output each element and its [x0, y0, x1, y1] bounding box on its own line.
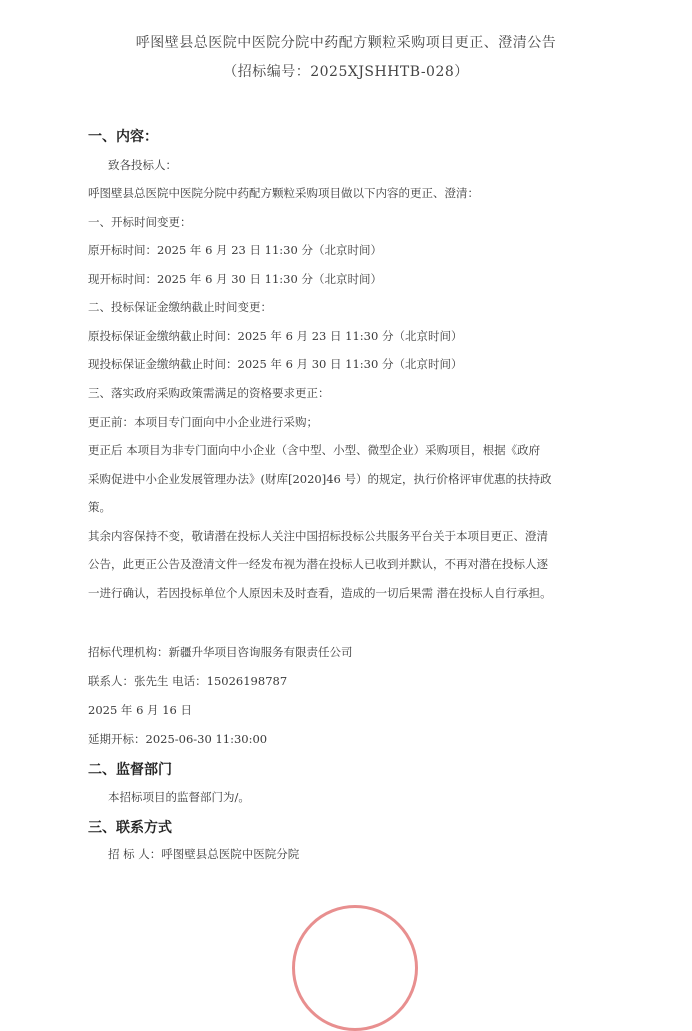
supervision-text: 本招标项目的监督部门为/。 — [108, 790, 250, 804]
notice-line1: 其余内容保持不变，敬请潜在投标人关注中国招标投标公共服务平台关于本项目更正、澄清 — [88, 529, 548, 543]
item1-old-time: 原开标时间：2025 年 6 月 23 日 11:30 分（北京时间） — [88, 243, 382, 257]
item3-after-line1: 更正后 本项目为非专门面向中小企业（含中型、小型、微型企业）采购项目，根据《政府 — [88, 443, 541, 457]
greeting: 致各投标人： — [108, 158, 177, 172]
section-supervision-heading: 二、监督部门 — [88, 762, 172, 778]
intro-text: 呼图壁县总医院中医院分院中药配方颗粒采购项目做以下内容的更正、澄清： — [88, 186, 479, 200]
tenderer: 招 标 人：呼图壁县总医院中医院分院 — [108, 847, 300, 861]
item2-new-deadline: 现投标保证金缴纳截止时间：2025 年 6 月 30 日 11:30 分（北京时间） — [88, 357, 463, 371]
item1-new-time: 现开标时间：2025 年 6 月 30 日 11:30 分（北京时间） — [88, 272, 382, 286]
issue-date: 2025 年 6 月 16 日 — [88, 703, 192, 717]
contact: 联系人：张先生 电话：15026198787 — [88, 674, 288, 688]
notice-line3: 一进行确认，若因投标单位个人原因未及时查看，造成的一切后果需 潜在投标人自行承担。 — [88, 586, 552, 600]
item3-after-line2: 采购促进中小企业发展管理办法》(财库[2020]46 号）的规定，执行价格评审优惠的扶持政 — [88, 472, 552, 486]
document-subtitle: （招标编号：2025XJSHHTB-028） — [223, 64, 469, 80]
item3-after-line3: 策。 — [88, 500, 111, 514]
official-seal-icon — [292, 905, 418, 1031]
item1-title: 一、开标时间变更： — [88, 215, 192, 229]
item3-before: 更正前：本项目专门面向中小企业进行采购； — [88, 415, 318, 429]
agency: 招标代理机构：新疆升华项目咨询服务有限责任公司 — [88, 645, 353, 659]
section-contact-heading: 三、联系方式 — [88, 820, 172, 836]
item3-title: 三、落实政府采购政策需满足的资格要求更正： — [88, 386, 330, 400]
item2-title: 二、投标保证金缴纳截止时间变更： — [88, 300, 272, 314]
notice-line2: 公告，此更正公告及澄清文件一经发布视为潜在投标人已收到并默认，不再对潜在投标人逐 — [88, 557, 548, 571]
extended-opening: 延期开标：2025-06-30 11:30:00 — [88, 732, 268, 746]
document-title: 呼图壁县总医院中医院分院中药配方颗粒采购项目更正、澄清公告 — [135, 35, 557, 51]
section-content-heading: 一、内容： — [88, 129, 158, 145]
item2-old-deadline: 原投标保证金缴纳截止时间：2025 年 6 月 23 日 11:30 分（北京时间） — [88, 329, 463, 343]
